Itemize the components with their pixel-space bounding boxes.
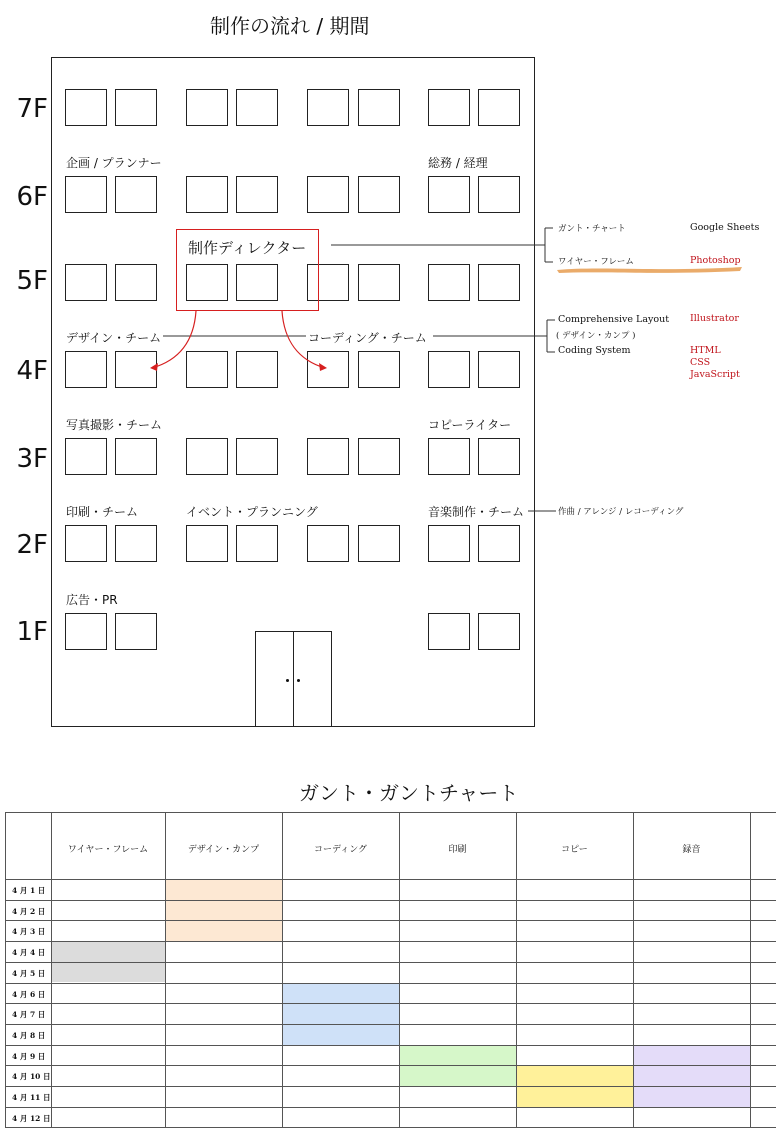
grid-line-h	[5, 879, 776, 880]
task-bar	[166, 879, 282, 941]
grid-line-v	[51, 812, 52, 1127]
grid-line-h	[5, 941, 776, 942]
side-tool-js: JavaScript	[690, 369, 740, 380]
grid-line-h	[5, 1086, 776, 1087]
gantt-row-header: 4 月 12 日	[12, 1113, 51, 1123]
gantt-row-header: 4 月 6 日	[12, 989, 46, 999]
floor-label: 1F	[16, 617, 48, 647]
gantt-column-header: 印刷	[448, 845, 467, 855]
grid-line-v	[750, 812, 751, 1127]
gantt-row-header: 4 月 10 日	[12, 1072, 51, 1082]
grid-line-h	[5, 1065, 776, 1066]
grid-line-h	[5, 1107, 776, 1108]
grid-line-v	[516, 812, 517, 1127]
gantt-row-header: 4 月 2 日	[12, 906, 46, 916]
label-coding-team: コーディング・チーム	[308, 331, 427, 345]
label-photo-team: 写真撮影・チーム	[66, 418, 163, 432]
grid-line-v	[165, 812, 166, 1127]
grid-line-v	[399, 812, 400, 1127]
side-wireframe-tool: Photoshop	[690, 255, 741, 266]
label-general-affairs: 総務 / 経理	[428, 156, 488, 170]
side-music-tasks: 作曲 / アレンジ / レコーディング	[558, 507, 684, 517]
gantt-row-header: 4 月 5 日	[12, 968, 46, 978]
gantt-column-header: コピー	[561, 845, 588, 855]
gantt-column-header: コーディング	[313, 845, 368, 855]
gantt-column-header: ワイヤー・フレーム	[67, 845, 149, 855]
side-comp-sub: ( デザイン・カンプ )	[556, 331, 636, 341]
side-tool-css: CSS	[690, 357, 711, 368]
label-director: 制作ディレクター	[188, 239, 307, 257]
gantt-row-header: 4 月 7 日	[12, 1010, 46, 1020]
grid-line-h	[5, 1045, 776, 1046]
side-comp-layout: Comprehensive Layout	[558, 314, 670, 325]
label-event-planning: イベント・プランニング	[186, 505, 318, 519]
floor-label: 5F	[16, 266, 48, 296]
gantt-row-header: 4 月 1 日	[12, 886, 46, 895]
gantt-title: ガント・ガントチャート	[299, 781, 519, 805]
grid-line-h	[5, 1024, 776, 1025]
diagram-title: 制作の流れ / 期間	[210, 14, 370, 38]
side-tool-html: HTML	[690, 345, 721, 356]
floor-label: 6F	[16, 182, 48, 212]
floor-label: 2F	[16, 530, 48, 560]
floor-label: 4F	[16, 356, 48, 386]
gantt-row-header: 4 月 11 日	[12, 1093, 51, 1102]
side-gantt-tool: Google Sheets	[690, 222, 760, 233]
gantt-column-header: 録音	[682, 845, 701, 855]
side-comp-tool: Illustrator	[690, 313, 739, 324]
label-music-team: 音楽制作・チーム	[428, 505, 525, 519]
gantt-column-header: デザイン・カンプ	[187, 845, 260, 855]
gantt-row-header: 4 月 3 日	[12, 927, 46, 937]
task-bar	[283, 983, 399, 1045]
label-ad-pr: 広告・PR	[66, 593, 118, 607]
grid-line-h	[5, 1003, 776, 1004]
brush-stroke	[557, 267, 742, 273]
floor-label: 3F	[16, 444, 48, 474]
grid-line-h	[5, 920, 776, 921]
grid-line-h	[5, 1127, 776, 1128]
grid-line-v	[5, 812, 6, 1127]
gantt-row-header: 4 月 9 日	[12, 1051, 46, 1061]
grid-line-h	[5, 812, 776, 813]
grid-line-v	[282, 812, 283, 1127]
grid-line-h	[5, 983, 776, 984]
grid-line-v	[633, 812, 634, 1127]
label-planning: 企画 / プランナー	[66, 156, 162, 170]
side-gantt: ガント・チャート	[558, 224, 626, 234]
task-bar	[634, 1045, 750, 1107]
gantt-row-header: 4 月 4 日	[12, 948, 46, 958]
floor-label: 7F	[16, 94, 48, 124]
gantt-row-header: 4 月 8 日	[12, 1030, 46, 1040]
label-design-team: デザイン・チーム	[66, 331, 162, 345]
label-print-team: 印刷・チーム	[66, 505, 139, 519]
grid-line-h	[5, 900, 776, 901]
side-coding-system: Coding System	[558, 345, 631, 356]
grid-line-h	[5, 962, 776, 963]
label-copywriter: コピーライター	[428, 418, 512, 432]
side-wireframe: ワイヤー・フレーム	[558, 257, 634, 267]
